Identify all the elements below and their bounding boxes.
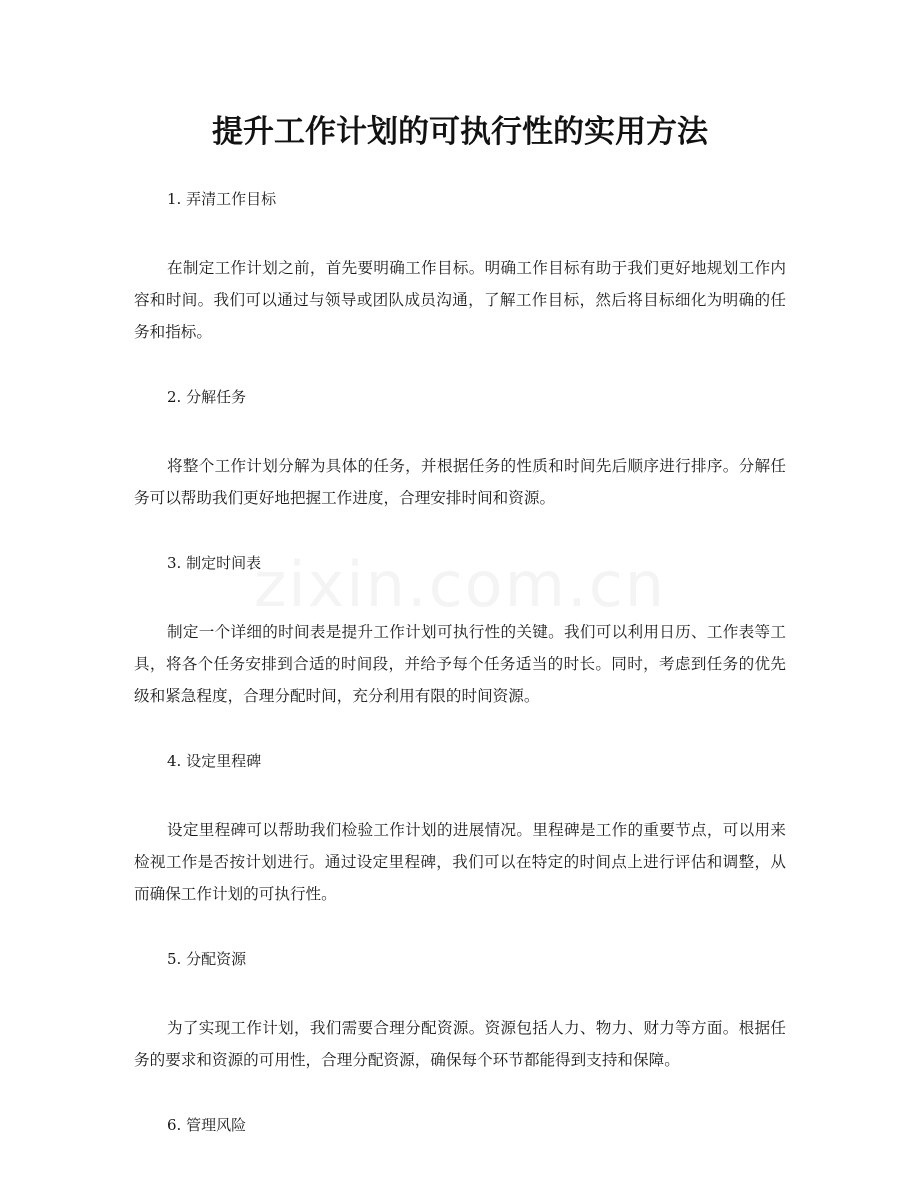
section-paragraph-5: 为了实现工作计划，我们需要合理分配资源。资源包括人力、物力、财力等方面。根据任务的要求和资源的可用性，合理分配资源，确保每个环节都能得到支持和保障。	[134, 1019, 786, 1069]
document-title: 提升工作计划的可执行性的实用方法	[212, 114, 708, 150]
section-heading-4: 4. 设定里程碑	[167, 752, 262, 770]
section-heading-5: 5. 分配资源	[167, 950, 247, 968]
document-body	[134, 184, 786, 1178]
section-paragraph-1: 在制定工作计划之前，首先要明确工作目标。明确工作目标有助于我们更好地规划工作内容和时间。我们可以通过与领导或团队成员沟通，了解工作目标，然后将目标细化为明确的任务和指标。	[134, 259, 786, 341]
section-paragraph-3: 制定一个详细的时间表是提升工作计划可执行性的关键。我们可以利用日历、工作表等工具，将各个任务安排到合适的时间段，并给予每个任务适当的时长。同时，考虑到任务的优先级和紧急程度，合理分配时间，充分利用有限的时间资源。	[134, 623, 786, 705]
section-heading-6: 6. 管理风险	[167, 1116, 247, 1134]
section-heading-1: 1. 弄清工作目标	[167, 190, 277, 208]
section-heading-3: 3. 制定时间表	[167, 554, 262, 572]
section-paragraph-4: 设定里程碑可以帮助我们检验工作计划的进展情况。里程碑是工作的重要节点，可以用来检视工作是否按计划进行。通过设定里程碑，我们可以在特定的时间点上进行评估和调整，从而确保工作计划的可执行性。	[134, 821, 786, 903]
section-paragraph-2: 将整个工作计划分解为具体的任务，并根据任务的性质和时间先后顺序进行排序。分解任务可以帮助我们更好地把握工作进度，合理安排时间和资源。	[134, 457, 786, 507]
section-heading-2: 2. 分解任务	[167, 388, 247, 406]
